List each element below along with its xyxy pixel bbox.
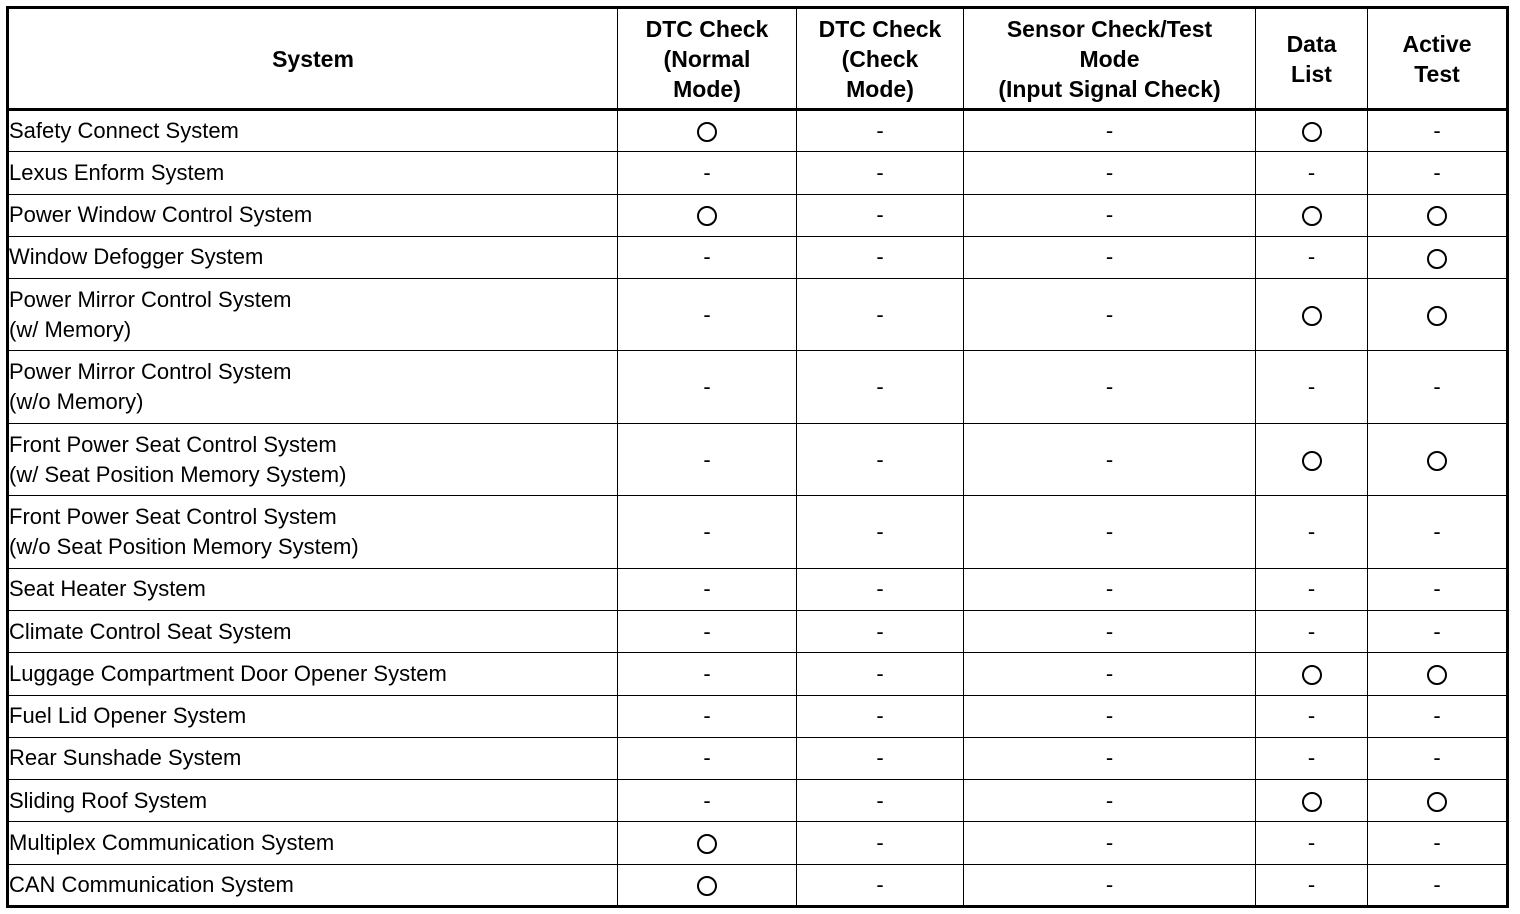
supported-mark-cell [1368,653,1508,695]
system-name-cell: Window Defogger System [8,236,618,278]
dash-mark: - [1105,871,1114,897]
not-supported-cell [797,653,964,695]
dash-mark: - [1105,159,1114,185]
circle-icon [697,834,717,854]
circle-icon [1302,792,1322,812]
dash-mark: - [1105,787,1114,813]
not-supported-cell [964,236,1256,278]
system-name-cell: Sliding Roof System [8,780,618,822]
dash-mark: - [1105,301,1114,327]
table-row [8,653,1508,695]
dash-mark: - [703,703,711,729]
dash-mark: - [1105,618,1114,644]
dash-mark: - [876,374,884,400]
not-supported-cell [797,695,964,737]
not-supported-cell [1256,152,1368,194]
not-supported-cell [1368,695,1508,737]
dash-mark: - [703,576,711,602]
dash-mark: - [703,745,711,771]
not-supported-cell [964,695,1256,737]
not-supported-cell [1368,110,1508,152]
dash-mark: - [1105,244,1114,270]
dash-mark: - [876,301,884,327]
dash-mark: - [876,519,884,545]
not-supported-cell [618,780,797,822]
supported-mark-cell [618,864,797,906]
not-supported-cell [1256,496,1368,568]
dash-mark: - [1105,374,1114,400]
circle-icon [1302,665,1322,685]
dash-mark: - [703,446,711,472]
dash-mark: - [1433,159,1441,185]
dash-mark: - [1307,244,1316,270]
dash-mark: - [703,159,711,185]
not-supported-cell [618,152,797,194]
dash-mark: - [1105,519,1114,545]
not-supported-cell [1256,737,1368,779]
table-row [8,611,1508,653]
circle-icon [1302,206,1322,226]
not-supported-cell [964,611,1256,653]
not-supported-cell [1368,611,1508,653]
table-row [8,822,1508,864]
not-supported-cell [797,568,964,610]
circle-icon [697,122,717,142]
table-row [8,568,1508,610]
dash-mark: - [1307,519,1316,545]
supported-mark-cell [1368,780,1508,822]
data-list-header: Data List [1256,8,1368,110]
dash-mark: - [703,244,711,270]
dash-mark: - [876,446,884,472]
not-supported-cell [797,496,964,568]
dash-mark: - [1433,118,1441,144]
supported-mark-cell [618,822,797,864]
system-name-cell: Power Mirror Control System (w/ Memory) [8,279,618,351]
supported-mark-cell [1256,423,1368,495]
supported-mark-cell [1368,423,1508,495]
dash-mark: - [876,244,884,270]
system-name-cell: Seat Heater System [8,568,618,610]
not-supported-cell [1368,568,1508,610]
table-row [8,194,1508,236]
dash-mark: - [876,159,884,185]
circle-icon [1302,122,1322,142]
not-supported-cell [964,152,1256,194]
circle-icon [1427,306,1447,326]
dash-mark: - [703,787,711,813]
not-supported-cell [618,568,797,610]
dtc-normal-mode-header: DTC Check (Normal Mode) [618,8,797,110]
not-supported-cell [618,423,797,495]
not-supported-cell [797,737,964,779]
dash-mark: - [1105,660,1114,686]
supported-mark-cell [1256,780,1368,822]
dash-mark: - [876,202,884,228]
dash-mark: - [1433,618,1441,644]
circle-icon [1302,306,1322,326]
not-supported-cell [1256,611,1368,653]
not-supported-cell [1256,568,1368,610]
dash-mark: - [1105,703,1114,729]
not-supported-cell [1368,864,1508,906]
dash-mark: - [1433,871,1441,897]
not-supported-cell [797,279,964,351]
dash-mark: - [876,703,884,729]
circle-icon [1427,665,1447,685]
not-supported-cell [1368,351,1508,423]
dash-mark: - [876,829,884,855]
not-supported-cell [797,152,964,194]
not-supported-cell [618,351,797,423]
not-supported-cell [964,864,1256,906]
dash-mark: - [1307,618,1316,644]
not-supported-cell [1368,737,1508,779]
dash-mark: - [1105,118,1114,144]
not-supported-cell [797,236,964,278]
dash-mark: - [703,374,711,400]
dash-mark: - [876,660,884,686]
not-supported-cell [964,279,1256,351]
dash-mark: - [876,787,884,813]
not-supported-cell [964,194,1256,236]
supported-mark-cell [1256,110,1368,152]
not-supported-cell [1256,822,1368,864]
not-supported-cell [964,780,1256,822]
circle-icon [1427,451,1447,471]
not-supported-cell [618,496,797,568]
circle-icon [697,876,717,896]
supported-mark-cell [1256,653,1368,695]
table-row [8,864,1508,906]
system-name-cell: Safety Connect System [8,110,618,152]
table-row [8,351,1508,423]
table-row [8,423,1508,495]
not-supported-cell [618,236,797,278]
table-row [8,279,1508,351]
dash-mark: - [1307,871,1316,897]
not-supported-cell [797,822,964,864]
circle-icon [1302,451,1322,471]
dash-mark: - [1105,446,1114,472]
dash-mark: - [1433,374,1441,400]
active-test-header: Active Test [1368,8,1508,110]
dash-mark: - [703,660,711,686]
dash-mark: - [1105,576,1114,602]
not-supported-cell [797,780,964,822]
supported-mark-cell [1256,279,1368,351]
not-supported-cell [1256,864,1368,906]
dash-mark: - [1105,829,1114,855]
not-supported-cell [1256,236,1368,278]
table-row [8,737,1508,779]
supported-mark-cell [618,194,797,236]
table-body [8,110,1508,907]
supported-mark-cell [618,110,797,152]
not-supported-cell [618,611,797,653]
circle-icon [1427,249,1447,269]
not-supported-cell [964,423,1256,495]
not-supported-cell [618,695,797,737]
system-name-cell: CAN Communication System [8,864,618,906]
not-supported-cell [1368,822,1508,864]
not-supported-cell [964,496,1256,568]
dash-mark: - [1307,576,1316,602]
system-name-cell: Luggage Compartment Door Opener System [8,653,618,695]
sensor-check-header: Sensor Check/Test Mode (Input Signal Check) [964,8,1256,110]
dash-mark: - [703,618,711,644]
not-supported-cell [1256,351,1368,423]
header-row [8,8,1508,110]
dash-mark: - [1105,745,1114,771]
not-supported-cell [964,822,1256,864]
dash-mark: - [1307,703,1316,729]
not-supported-cell [1368,496,1508,568]
dash-mark: - [1433,576,1441,602]
supported-mark-cell [1368,279,1508,351]
not-supported-cell [618,653,797,695]
dash-mark: - [1307,829,1316,855]
circle-icon [1427,792,1447,812]
supported-mark-cell [1368,236,1508,278]
dash-mark: - [876,745,884,771]
table-row [8,152,1508,194]
not-supported-cell [964,653,1256,695]
system-name-cell: Lexus Enform System [8,152,618,194]
not-supported-cell [1368,152,1508,194]
not-supported-cell [964,351,1256,423]
system-header: System [8,8,618,110]
diagnostic-function-table [6,6,1509,908]
dash-mark: - [876,576,884,602]
not-supported-cell [618,737,797,779]
system-name-cell: Fuel Lid Opener System [8,695,618,737]
dash-mark: - [1433,519,1441,545]
system-name-cell: Power Window Control System [8,194,618,236]
dash-mark: - [876,618,884,644]
system-name-cell: Front Power Seat Control System (w/ Seat Position Memory System) [8,423,618,495]
dash-mark: - [1307,374,1316,400]
not-supported-cell [797,611,964,653]
system-name-cell: Power Mirror Control System (w/o Memory) [8,351,618,423]
not-supported-cell [964,568,1256,610]
dash-mark: - [1433,829,1441,855]
supported-mark-cell [1368,194,1508,236]
not-supported-cell [964,110,1256,152]
dash-mark: - [1307,159,1316,185]
dash-mark: - [876,871,884,897]
supported-mark-cell [1256,194,1368,236]
not-supported-cell [797,351,964,423]
system-name-cell: Multiplex Communication System [8,822,618,864]
table-row [8,110,1508,152]
dash-mark: - [1433,745,1441,771]
dash-mark: - [876,118,884,144]
dash-mark: - [1105,202,1114,228]
dash-mark: - [703,301,711,327]
not-supported-cell [797,864,964,906]
not-supported-cell [618,279,797,351]
system-name-cell: Front Power Seat Control System (w/o Seat Position Memory System) [8,496,618,568]
not-supported-cell [964,737,1256,779]
table-row [8,780,1508,822]
circle-icon [697,206,717,226]
system-name-cell: Climate Control Seat System [8,611,618,653]
table-row [8,695,1508,737]
table-row [8,496,1508,568]
dash-mark: - [703,519,711,545]
not-supported-cell [797,194,964,236]
not-supported-cell [797,110,964,152]
system-name-cell: Rear Sunshade System [8,737,618,779]
dash-mark: - [1307,745,1316,771]
dash-mark: - [1433,703,1441,729]
dtc-check-mode-header: DTC Check (Check Mode) [797,8,964,110]
table-row [8,236,1508,278]
not-supported-cell [1256,695,1368,737]
circle-icon [1427,206,1447,226]
not-supported-cell [797,423,964,495]
